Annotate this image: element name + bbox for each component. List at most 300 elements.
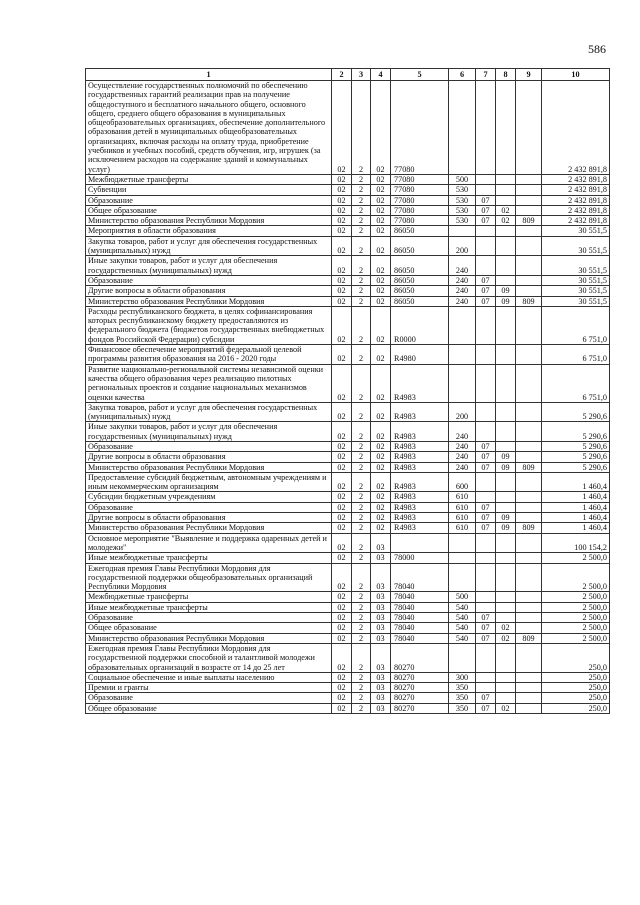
cell-ministry-code [516, 513, 542, 523]
cell-expense-type: 240 [449, 422, 476, 442]
cell-direction: 80270 [391, 703, 449, 713]
cell-amount: 2 500,0 [542, 623, 610, 633]
cell-event: 02 [371, 422, 391, 442]
cell-ministry-code [516, 422, 542, 442]
cell-amount: 2 500,0 [542, 613, 610, 623]
cell-description: Другие вопросы в области образования [86, 513, 332, 523]
cell-program: 02 [332, 236, 352, 256]
cell-direction: R4983 [391, 523, 449, 533]
cell-ministry-code [516, 492, 542, 502]
table-row [86, 693, 610, 703]
cell-subprogram: 2 [352, 296, 371, 306]
cell-event: 02 [371, 195, 391, 205]
cell-subprogram: 2 [352, 364, 371, 402]
cell-subsection: 02 [496, 205, 516, 215]
cell-ministry-code: 809 [516, 462, 542, 472]
cell-ministry-code [516, 553, 542, 563]
cell-ministry-code [516, 81, 542, 175]
cell-section [476, 226, 496, 236]
cell-amount: 5 290,6 [542, 402, 610, 422]
cell-section [476, 683, 496, 693]
cell-direction: R4983 [391, 492, 449, 502]
cell-subsection [496, 643, 516, 672]
cell-expense-type [449, 643, 476, 672]
cell-event: 03 [371, 693, 391, 703]
cell-program: 02 [332, 533, 352, 553]
cell-amount: 30 551,5 [542, 286, 610, 296]
cell-direction: 86050 [391, 286, 449, 296]
cell-event: 03 [371, 643, 391, 672]
cell-ministry-code [516, 602, 542, 612]
cell-direction: 78040 [391, 592, 449, 602]
cell-amount: 250,0 [542, 672, 610, 682]
cell-program: 02 [332, 226, 352, 236]
cell-event: 02 [371, 513, 391, 523]
cell-amount: 2 432 891,8 [542, 195, 610, 205]
cell-program: 02 [332, 703, 352, 713]
cell-subsection [496, 185, 516, 195]
cell-expense-type: 540 [449, 623, 476, 633]
cell-section [476, 256, 496, 276]
table-row [86, 345, 610, 365]
column-header: 10 [542, 69, 610, 81]
cell-subsection [496, 553, 516, 563]
cell-program: 02 [332, 306, 352, 344]
page-number: 586 [588, 42, 606, 56]
cell-direction: R4983 [391, 452, 449, 462]
table-row [86, 205, 610, 215]
cell-amount: 1 460,4 [542, 472, 610, 492]
cell-amount: 30 551,5 [542, 296, 610, 306]
cell-subprogram: 2 [352, 195, 371, 205]
cell-ministry-code: 809 [516, 296, 542, 306]
cell-direction: R4983 [391, 422, 449, 442]
column-header: 8 [496, 69, 516, 81]
cell-section [476, 402, 496, 422]
cell-description: Социальное обеспечение и иные выплаты населению [86, 672, 332, 682]
cell-amount: 2 432 891,8 [542, 81, 610, 175]
cell-expense-type: 350 [449, 693, 476, 703]
cell-program: 02 [332, 402, 352, 422]
cell-description: Образование [86, 275, 332, 285]
cell-description: Межбюджетные трансферты [86, 174, 332, 184]
table-body [86, 81, 610, 714]
cell-subprogram: 2 [352, 286, 371, 296]
table-row [86, 195, 610, 205]
cell-subsection [496, 81, 516, 175]
cell-subprogram: 2 [352, 275, 371, 285]
cell-section [476, 236, 496, 256]
cell-section [476, 422, 496, 442]
cell-program: 02 [332, 613, 352, 623]
cell-amount: 6 751,0 [542, 306, 610, 344]
cell-subsection: 09 [496, 452, 516, 462]
cell-subsection: 09 [496, 523, 516, 533]
cell-ministry-code [516, 452, 542, 462]
cell-subsection [496, 683, 516, 693]
cell-description: Закупка товаров, работ и услуг для обеспечения государственных (муниципальных) нужд [86, 236, 332, 256]
cell-section [476, 185, 496, 195]
cell-program: 02 [332, 286, 352, 296]
cell-amount: 5 290,6 [542, 452, 610, 462]
cell-amount: 5 290,6 [542, 462, 610, 472]
cell-expense-type: 530 [449, 216, 476, 226]
cell-description: Развитие национально-региональной системы независимой оценки качества общего образования через реализацию пилотных региональных проектов и создание национальных механизмов оценки качества [86, 364, 332, 402]
cell-ministry-code [516, 402, 542, 422]
table-row [86, 174, 610, 184]
cell-expense-type [449, 306, 476, 344]
cell-program: 02 [332, 205, 352, 215]
cell-description: Образование [86, 693, 332, 703]
table-row [86, 81, 610, 175]
cell-expense-type [449, 563, 476, 592]
cell-subprogram: 2 [352, 226, 371, 236]
cell-description: Министерство образования Республики Мордовия [86, 296, 332, 306]
cell-description: Министерство образования Республики Мордовия [86, 216, 332, 226]
cell-ministry-code: 809 [516, 633, 542, 643]
cell-subsection: 09 [496, 513, 516, 523]
cell-subsection: 02 [496, 216, 516, 226]
cell-program: 02 [332, 633, 352, 643]
cell-amount: 30 551,5 [542, 275, 610, 285]
cell-event: 03 [371, 613, 391, 623]
cell-amount: 5 290,6 [542, 422, 610, 442]
cell-amount: 2 432 891,8 [542, 216, 610, 226]
cell-subprogram: 2 [352, 613, 371, 623]
table-row [86, 683, 610, 693]
cell-ministry-code [516, 502, 542, 512]
cell-event: 02 [371, 364, 391, 402]
cell-subprogram: 2 [352, 236, 371, 256]
cell-program: 02 [332, 502, 352, 512]
cell-program: 02 [332, 492, 352, 502]
cell-subprogram: 2 [352, 553, 371, 563]
cell-subprogram: 2 [352, 81, 371, 175]
cell-event: 03 [371, 563, 391, 592]
cell-section: 07 [476, 286, 496, 296]
cell-ministry-code [516, 441, 542, 451]
cell-expense-type: 240 [449, 286, 476, 296]
cell-subsection: 02 [496, 703, 516, 713]
cell-expense-type: 500 [449, 174, 476, 184]
cell-subsection [496, 672, 516, 682]
cell-ministry-code [516, 472, 542, 492]
cell-subsection: 02 [496, 623, 516, 633]
cell-amount: 2 500,0 [542, 553, 610, 563]
cell-subsection [496, 422, 516, 442]
cell-subprogram: 2 [352, 402, 371, 422]
table-row [86, 633, 610, 643]
cell-subprogram: 2 [352, 592, 371, 602]
table-row [86, 472, 610, 492]
cell-program: 02 [332, 174, 352, 184]
cell-event: 02 [371, 441, 391, 451]
cell-event: 03 [371, 592, 391, 602]
cell-description: Другие вопросы в области образования [86, 286, 332, 296]
cell-description: Межбюджетные трансферты [86, 592, 332, 602]
cell-ministry-code [516, 306, 542, 344]
table-row [86, 492, 610, 502]
cell-subprogram: 2 [352, 492, 371, 502]
cell-expense-type: 540 [449, 633, 476, 643]
cell-ministry-code [516, 683, 542, 693]
cell-direction: R4983 [391, 441, 449, 451]
cell-direction: 78040 [391, 613, 449, 623]
cell-amount: 30 551,5 [542, 256, 610, 276]
cell-amount: 1 460,4 [542, 523, 610, 533]
cell-description: Премии и гранты [86, 683, 332, 693]
cell-subprogram: 2 [352, 703, 371, 713]
cell-ministry-code [516, 205, 542, 215]
cell-subsection [496, 236, 516, 256]
cell-event: 03 [371, 623, 391, 633]
cell-event: 02 [371, 523, 391, 533]
cell-section: 07 [476, 703, 496, 713]
cell-event: 02 [371, 185, 391, 195]
cell-event: 03 [371, 683, 391, 693]
table-row [86, 452, 610, 462]
table-row [86, 502, 610, 512]
cell-subprogram: 2 [352, 513, 371, 523]
cell-expense-type: 350 [449, 703, 476, 713]
cell-expense-type: 600 [449, 472, 476, 492]
cell-subprogram: 2 [352, 422, 371, 442]
table-row [86, 513, 610, 523]
cell-event: 03 [371, 602, 391, 612]
cell-direction: R4983 [391, 513, 449, 523]
cell-subprogram: 2 [352, 693, 371, 703]
cell-amount: 250,0 [542, 643, 610, 672]
table-row [86, 462, 610, 472]
cell-direction: 86050 [391, 296, 449, 306]
cell-section: 07 [476, 502, 496, 512]
cell-section [476, 533, 496, 553]
table-row [86, 623, 610, 633]
cell-ministry-code [516, 195, 542, 205]
cell-expense-type: 500 [449, 592, 476, 602]
cell-description: Ежегодная премия Главы Республики Мордовия для государственной поддержки общеобразовательных организаций Республики Мордовия [86, 563, 332, 592]
cell-section: 07 [476, 275, 496, 285]
cell-subprogram: 2 [352, 205, 371, 215]
cell-section [476, 643, 496, 672]
cell-expense-type: 610 [449, 513, 476, 523]
column-header: 1 [86, 69, 332, 81]
table-row [86, 402, 610, 422]
cell-event: 03 [371, 633, 391, 643]
cell-ministry-code [516, 672, 542, 682]
cell-event: 03 [371, 703, 391, 713]
table-row [86, 236, 610, 256]
cell-direction: 77080 [391, 185, 449, 195]
table-row [86, 553, 610, 563]
cell-direction: R4980 [391, 345, 449, 365]
cell-event: 02 [371, 81, 391, 175]
cell-direction: 78040 [391, 633, 449, 643]
cell-amount: 6 751,0 [542, 345, 610, 365]
cell-event: 02 [371, 275, 391, 285]
cell-description: Осуществление государственных полномочий по обеспечению государственных гарантий реализации прав на получение общедоступного и бесплатного начального общего, основного общего, среднего общего образования в муниципальных общеобразовательных организациях, обеспечение дополнительного образования детей в муниципальных общеобразовательных организациях, включая расходы на оплату труда, приобретение учебников и учебных пособий, средств обучения, игр, игрушек (за исключением расходов на содержание зданий и коммунальных услуг) [86, 81, 332, 175]
cell-section: 07 [476, 633, 496, 643]
cell-subsection [496, 275, 516, 285]
table-row [86, 613, 610, 623]
cell-event: 02 [371, 502, 391, 512]
cell-description: Закупка товаров, работ и услуг для обеспечения государственных (муниципальных) нужд [86, 402, 332, 422]
cell-description: Иные закупки товаров, работ и услуг для обеспечения государственных (муниципальных) нужд [86, 422, 332, 442]
cell-section: 07 [476, 693, 496, 703]
cell-direction: 77080 [391, 195, 449, 205]
cell-subprogram: 2 [352, 533, 371, 553]
cell-expense-type [449, 364, 476, 402]
cell-program: 02 [332, 672, 352, 682]
column-header: 7 [476, 69, 496, 81]
cell-description: Министерство образования Республики Мордовия [86, 523, 332, 533]
cell-program: 02 [332, 462, 352, 472]
cell-description: Общее образование [86, 205, 332, 215]
cell-direction: 86050 [391, 275, 449, 285]
cell-event: 02 [371, 226, 391, 236]
cell-subsection [496, 441, 516, 451]
cell-expense-type: 300 [449, 672, 476, 682]
cell-direction: R4983 [391, 472, 449, 492]
cell-section [476, 672, 496, 682]
cell-ministry-code [516, 592, 542, 602]
cell-section [476, 553, 496, 563]
cell-amount: 2 500,0 [542, 592, 610, 602]
cell-ministry-code [516, 563, 542, 592]
cell-amount: 2 432 891,8 [542, 185, 610, 195]
cell-description: Образование [86, 441, 332, 451]
column-header: 3 [352, 69, 371, 81]
cell-subprogram: 2 [352, 502, 371, 512]
cell-direction: 80270 [391, 683, 449, 693]
cell-description: Основное мероприятие "Выявление и поддержка одаренных детей и молодежи" [86, 533, 332, 553]
cell-subsection [496, 693, 516, 703]
cell-subprogram: 2 [352, 185, 371, 195]
cell-section: 07 [476, 216, 496, 226]
cell-section [476, 472, 496, 492]
cell-expense-type [449, 226, 476, 236]
column-header: 6 [449, 69, 476, 81]
cell-subsection [496, 364, 516, 402]
table-row [86, 703, 610, 713]
cell-amount: 250,0 [542, 703, 610, 713]
cell-program: 02 [332, 643, 352, 672]
cell-ministry-code: 809 [516, 216, 542, 226]
cell-program: 02 [332, 452, 352, 462]
cell-section: 07 [476, 205, 496, 215]
cell-subprogram: 2 [352, 523, 371, 533]
cell-direction: 77080 [391, 205, 449, 215]
cell-ministry-code [516, 185, 542, 195]
cell-subprogram: 2 [352, 623, 371, 633]
table-header-row [86, 69, 610, 81]
cell-section: 07 [476, 462, 496, 472]
cell-expense-type [449, 533, 476, 553]
cell-subprogram: 2 [352, 633, 371, 643]
cell-amount: 2 432 891,8 [542, 205, 610, 215]
cell-description: Иные закупки товаров, работ и услуг для обеспечения государственных (муниципальных) нужд [86, 256, 332, 276]
cell-ministry-code [516, 613, 542, 623]
cell-program: 02 [332, 553, 352, 563]
cell-program: 02 [332, 364, 352, 402]
cell-ministry-code [516, 286, 542, 296]
cell-section: 07 [476, 441, 496, 451]
cell-amount: 30 551,5 [542, 236, 610, 256]
cell-subsection [496, 533, 516, 553]
cell-event: 02 [371, 216, 391, 226]
cell-ministry-code [516, 236, 542, 256]
cell-ministry-code [516, 643, 542, 672]
column-header: 5 [391, 69, 449, 81]
cell-subprogram: 2 [352, 174, 371, 184]
cell-program: 02 [332, 592, 352, 602]
cell-direction: 80270 [391, 693, 449, 703]
cell-ministry-code [516, 174, 542, 184]
cell-description: Субсидии бюджетным учреждениям [86, 492, 332, 502]
cell-event: 02 [371, 174, 391, 184]
cell-expense-type: 610 [449, 523, 476, 533]
cell-direction: 86050 [391, 256, 449, 276]
column-header: 2 [332, 69, 352, 81]
cell-direction: 86050 [391, 226, 449, 236]
cell-expense-type [449, 81, 476, 175]
table-row [86, 592, 610, 602]
cell-direction: R4983 [391, 364, 449, 402]
cell-direction: 78040 [391, 563, 449, 592]
cell-amount: 2 500,0 [542, 602, 610, 612]
cell-event: 02 [371, 345, 391, 365]
table-row [86, 422, 610, 442]
cell-section: 07 [476, 623, 496, 633]
table-row [86, 533, 610, 553]
cell-event: 02 [371, 492, 391, 502]
column-header: 9 [516, 69, 542, 81]
cell-amount: 30 551,5 [542, 226, 610, 236]
cell-expense-type: 240 [449, 462, 476, 472]
cell-expense-type: 200 [449, 402, 476, 422]
cell-program: 02 [332, 216, 352, 226]
cell-program: 02 [332, 195, 352, 205]
cell-subsection: 09 [496, 462, 516, 472]
cell-subprogram: 2 [352, 441, 371, 451]
cell-subprogram: 2 [352, 672, 371, 682]
cell-subprogram: 2 [352, 602, 371, 612]
cell-description: Субвенции [86, 185, 332, 195]
table-row [86, 602, 610, 612]
cell-direction: R0000 [391, 306, 449, 344]
cell-subsection [496, 402, 516, 422]
table-row [86, 275, 610, 285]
cell-event: 02 [371, 472, 391, 492]
cell-direction [391, 533, 449, 553]
cell-description: Иные межбюджетные трансферты [86, 602, 332, 612]
cell-event: 02 [371, 256, 391, 276]
cell-program: 02 [332, 623, 352, 633]
cell-section [476, 364, 496, 402]
cell-event: 02 [371, 306, 391, 344]
cell-description: Ежегодная премия Главы Республики Мордовия для государственной поддержки способной и талантливой молодежи образовательных организаций в возрасте от 14 до 25 лет [86, 643, 332, 672]
cell-amount: 250,0 [542, 683, 610, 693]
cell-expense-type: 350 [449, 683, 476, 693]
cell-section [476, 174, 496, 184]
cell-subsection [496, 195, 516, 205]
cell-subsection [496, 492, 516, 502]
cell-event: 03 [371, 672, 391, 682]
cell-section: 07 [476, 613, 496, 623]
cell-direction: R4983 [391, 462, 449, 472]
table-row [86, 185, 610, 195]
cell-section [476, 81, 496, 175]
